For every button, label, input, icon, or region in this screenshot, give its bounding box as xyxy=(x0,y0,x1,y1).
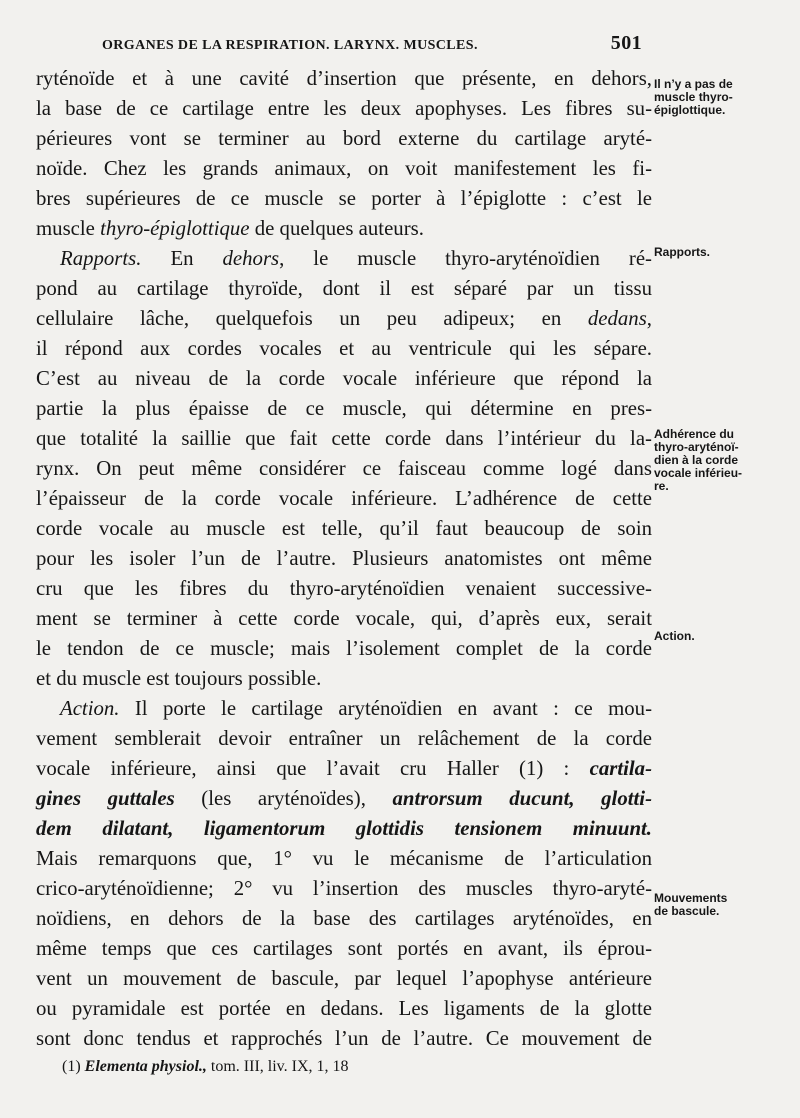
footnote xyxy=(62,1058,562,1076)
margin-note-line: épiglottique. xyxy=(654,103,726,117)
running-title: ORGANES DE LA RESPIRATION. LARYNX. MUSCLES. xyxy=(102,38,478,53)
text-line: il répond aux cordes vocales et au ventricule qui les sépare. xyxy=(36,337,652,360)
section-heading-line xyxy=(36,244,652,274)
text-line: périeures vont se terminer au bord externe du cartilage aryté- xyxy=(36,127,652,150)
text-line: partie la plus épaisse de ce muscle, qui détermine en pres- xyxy=(36,397,652,420)
text-line xyxy=(36,304,652,334)
footnote-reference: tom. III, liv. IX, 1, 18 xyxy=(206,1058,349,1075)
latin-quote: dem dilatant, ligamentorum glottidis tensionem minuunt. xyxy=(36,817,652,840)
text-run: , le muscle thyro-aryténoïdien ré- xyxy=(279,247,652,270)
text-line xyxy=(36,214,652,244)
margin-note-line: vocale inférieu- xyxy=(654,466,743,480)
margin-note-line: muscle thyro- xyxy=(654,90,733,104)
text-run: cellulaire lâche, quelquefois un peu adipeux; en xyxy=(36,307,588,330)
margin-note-adherence xyxy=(654,428,779,493)
text-line xyxy=(36,784,652,814)
text-line: que totalité la saillie que fait cette corde dans l’intérieur du la- xyxy=(36,427,652,450)
margin-note-line: Il n’y a pas de xyxy=(654,77,733,91)
latin-quote: cartila- xyxy=(589,757,652,780)
margin-note-line: Rapports. xyxy=(654,245,711,259)
text-line: noïdiens, en dehors de la base des cartilages aryténoïdes, en xyxy=(36,907,652,930)
italic-term: thyro-épiglottique xyxy=(100,217,250,240)
text-line: vement semblerait devoir entraîner un relâchement de la corde xyxy=(36,727,652,750)
margin-note-thyro-epiglottique xyxy=(654,78,779,117)
margin-note-action xyxy=(654,630,779,643)
text-run: Il porte le cartilage aryténoïdien en avant : ce mou- xyxy=(119,697,652,720)
text-line: pour les isoler l’un de l’autre. Plusieurs anatomistes ont même xyxy=(36,547,652,570)
text-run: (les aryténoïdes), xyxy=(174,787,393,810)
page-number: 501 xyxy=(610,32,642,54)
footnote-marker: (1) xyxy=(62,1058,81,1075)
text-run: vocale inférieure, ainsi que l’avait cru Haller (1) : xyxy=(36,757,590,780)
italic-term: dehors xyxy=(222,247,280,270)
latin-quote: gines guttales xyxy=(36,787,175,810)
margin-note-mouvements xyxy=(654,892,779,918)
margin-note-line: dien à la corde xyxy=(654,453,739,467)
text-line: l’épaisseur de la corde vocale inférieure. L’adhérence de cette xyxy=(36,487,652,510)
text-line: vent un mouvement de bascule, par lequel l’apophyse antérieure xyxy=(36,967,652,990)
section-heading-action: Action. xyxy=(60,697,120,720)
italic-term: dedans xyxy=(587,307,647,330)
text-line: ment se terminer à cette corde vocale, qui, d’après eux, serait xyxy=(36,607,652,630)
text-run: muscle xyxy=(36,217,101,240)
text-line: rynx. On peut même considérer ce faisceau comme logé dans xyxy=(36,457,652,480)
margin-note-rapports xyxy=(654,246,779,259)
margin-note-line: Adhérence du xyxy=(654,427,735,441)
footnote-title: Elementa physiol., xyxy=(84,1058,207,1075)
running-head xyxy=(102,32,642,56)
text-line: même temps que ces cartilages sont portés en avant, ils éprou- xyxy=(36,937,652,960)
text-line: crico-aryténoïdienne; 2° vu l’insertion des muscles thyro-aryté- xyxy=(36,877,652,900)
text-line xyxy=(36,814,652,844)
text-line xyxy=(36,754,652,784)
text-line: le tendon de ce muscle; mais l’isolement complet de la corde xyxy=(36,637,652,660)
margin-note-line: thyro-aryténoï- xyxy=(654,440,739,454)
text-line: C’est au niveau de la corde vocale inférieure que répond la xyxy=(36,367,652,390)
text-line: pond au cartilage thyroïde, dont il est séparé par un tissu xyxy=(36,277,652,300)
text-run: , xyxy=(646,307,652,330)
text-line: ou pyramidale est portée en dedans. Les ligaments de la glotte xyxy=(36,997,652,1020)
margin-note-line: Mouvements xyxy=(654,891,728,905)
text-line: et du muscle est toujours possible. xyxy=(36,667,322,690)
text-line: sont donc tendus et rapprochés l’un de l’autre. Ce mouvement de xyxy=(36,1027,652,1050)
text-line: la base de ce cartilage entre les deux apophyses. Les fibres su- xyxy=(36,97,652,120)
margin-note-line: re. xyxy=(654,479,669,493)
section-heading-line xyxy=(36,694,652,724)
latin-quote: antrorsum ducunt, glotti- xyxy=(392,787,652,810)
margin-note-line: de bascule. xyxy=(654,904,720,918)
text-line: corde vocale au muscle est telle, qu’il faut beaucoup de soin xyxy=(36,517,652,540)
text-line: Mais remarquons que, 1° vu le mécanisme de l’articulation xyxy=(36,847,652,870)
text-line: noïde. Chez les grands animaux, on voit manifestement les fi- xyxy=(36,157,652,180)
text-line: cru que les fibres du thyro-aryténoïdien venaient successive- xyxy=(36,577,652,600)
text-line: ryténoïde et à une cavité d’insertion que présente, en dehors, xyxy=(36,67,652,90)
text-run: de quelques auteurs. xyxy=(249,217,424,240)
text-run: En xyxy=(141,247,223,270)
section-heading-rapports: Rapports. xyxy=(60,247,142,270)
margin-note-line: Action. xyxy=(654,629,695,643)
text-line: bres supérieures de ce muscle se porter à l’épiglotte : c’est le xyxy=(36,187,652,210)
